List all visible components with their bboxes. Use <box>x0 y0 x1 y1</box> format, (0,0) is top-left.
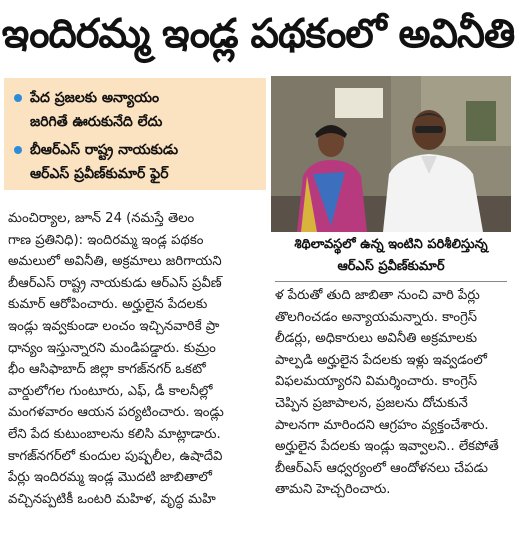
highlight-line: పేద ప్రజలకు అన్యాయం <box>30 90 160 106</box>
caption-line: ఆర్ఎస్ ప్రవీణ్‌కుమార్ <box>337 259 445 274</box>
bullet-icon <box>14 146 22 154</box>
highlight-line: జరిగితే ఊరుకునేది లేదు <box>30 114 163 130</box>
article-line: మంగళవారం ఆయన పర్యటించారు. ఇండ్లు <box>8 405 224 421</box>
caption-divider <box>275 281 507 282</box>
article-line: లేని పేద కుటుంబాలను కలిసి మాట్లాడారు. <box>8 426 221 442</box>
article-line: కుమార్ ఆరోపించారు. అర్హులైన పేదలకు <box>8 297 208 313</box>
highlight-line: బీఆర్ఎస్ రాష్ట్ర నాయకుడు <box>30 142 179 158</box>
article-line: భీం ఆసిఫాబాద్ జిల్లా కాగజ్‌నగర్ ఒకటో <box>8 362 206 378</box>
article-column-right <box>275 285 511 501</box>
article-line: ధాన్యం ఇస్తున్నారని మండిపడ్డారు. కుమ్రం <box>8 340 216 356</box>
headline: ఇందిరమ్మ ఇండ్ల పథకంలో అవినీతి <box>1 11 515 57</box>
article-line: గాణ ప్రతినిధి): ఇందిరమ్మ ఇండ్ల పథకం <box>8 232 204 248</box>
article-line: వచ్చినప్పటికీ ఒంటరి మహిళ, వృద్ధ మహి <box>8 491 216 507</box>
article-line: ళ పేరుతో తుది జాబితా నుంచి వారి పేర్లు <box>275 288 480 303</box>
article-line: తామని హెచ్చరించారు. <box>275 482 391 498</box>
highlights-box <box>4 78 266 190</box>
article-line: విఫలమయ్యారని విమర్శించారు. కాంగ్రెస్ <box>275 374 478 390</box>
article-line: లీడర్లు, అధికారులు అవినీతి అక్రమాలకు <box>275 331 478 347</box>
photo-caption <box>271 234 511 278</box>
caption-line: శిథిలావస్థలో ఉన్న ఇంటిని పరిశీలిస్తున్న <box>294 237 488 252</box>
article-line: వార్డులోగల గుంటూరు, ఎఫ్, డీ కాలనీల్లో <box>8 383 213 399</box>
article-line: కాగజ్‌నగర్‌లో కుందుల పుష్పలీల, ఉషాదేవి <box>8 448 223 464</box>
bullet-icon <box>14 94 22 102</box>
photo-illustration <box>271 76 511 232</box>
article-line: పేర్లు ఇందిరమ్మ ఇండ్ల మొదటి జాబితాలో <box>8 470 212 486</box>
article-line: బీఆర్ఎస్ ఆధ్వర్యంలో ఆందోళనలు చేపడు <box>275 460 488 476</box>
article-line: అర్హులైన పేదలకు ఇండ్లు ఇవ్వాలని.. లేకపోతే <box>275 439 499 455</box>
highlight-item <box>14 138 258 186</box>
news-photo <box>271 76 511 232</box>
article-line: మంచిర్యాల, జూన్ 24 (నమస్తే తెలం <box>8 211 195 226</box>
highlight-line: ఆర్ఎస్ ప్రవీణ్‌కుమార్ ఫైర్ <box>30 166 169 182</box>
article-line: అమలులో అవినీతి, అక్రమాలు జరిగాయని <box>8 254 222 270</box>
article-line: తొలగించడం అన్యాయమన్నారు. కాంగ్రెస్ <box>275 309 478 325</box>
article-column-left <box>8 208 262 510</box>
article-line: బీఆర్ఎస్ రాష్ట్ర నాయకుడు ఆర్ఎస్ ప్రవీణ్ <box>8 275 222 291</box>
highlight-item <box>14 86 258 134</box>
article-line: పాల్పడి అర్హులైన పేదలకు ఇళ్లు ఇవ్వడంలో <box>275 352 487 368</box>
article-line: చెప్పిన ప్రజాపాలన, ప్రజలను దోచుకునే <box>275 395 468 411</box>
article-line: ఇండ్లు ఇవ్వకుండా లంచం ఇచ్చినవారికే ప్రా <box>8 318 220 334</box>
article-line: పాలనగా మారిందని ఆగ్రహం వ్యక్తంచేశారు. <box>275 417 489 433</box>
